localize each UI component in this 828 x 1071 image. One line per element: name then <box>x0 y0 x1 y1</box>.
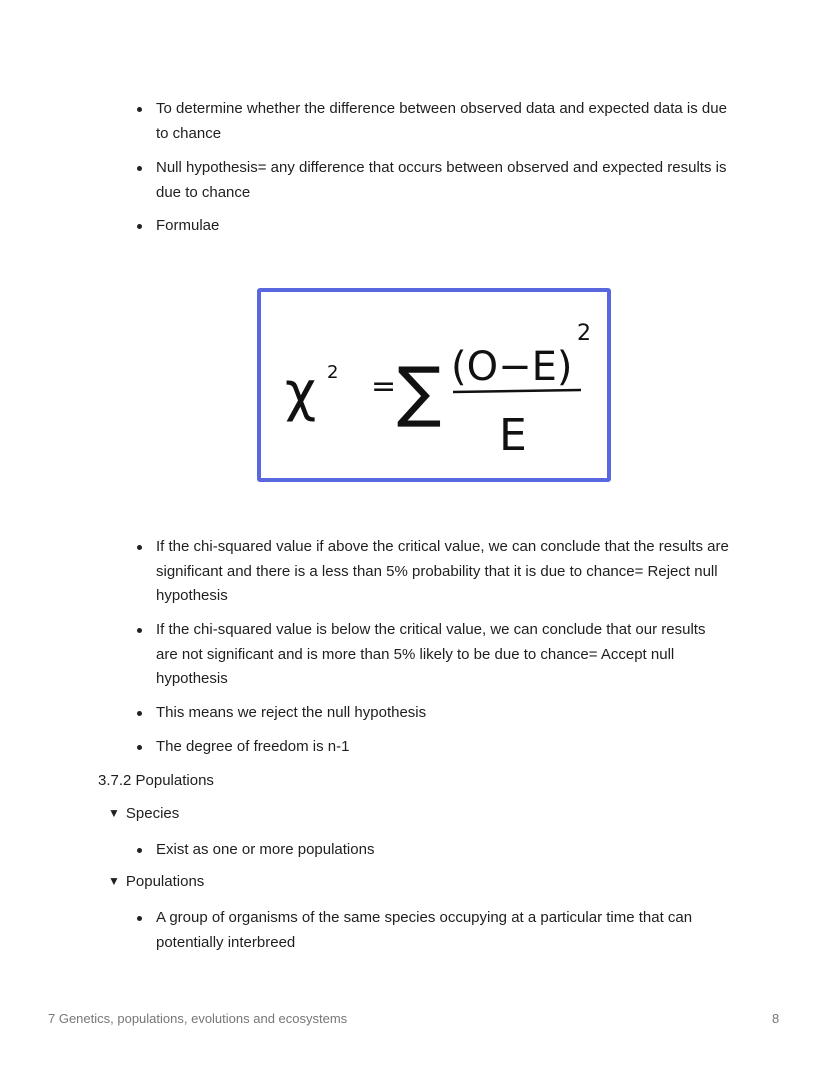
footer-title: 7 Genetics, populations, evolutions and ecosystems <box>48 1011 348 1026</box>
bullet-item <box>140 97 730 146</box>
bullet-item <box>140 838 730 863</box>
bullet-item <box>140 735 730 760</box>
bullet-item <box>140 618 730 692</box>
chi-squared-formula-box <box>257 288 611 482</box>
bullet-text: This means we reject the null hypothesis <box>156 704 427 721</box>
formula-chi-power: 2 <box>327 362 339 383</box>
bullet-text: Exist as one or more populations <box>156 841 375 858</box>
bullet-text: Formulae <box>156 217 220 234</box>
bullet-item <box>140 535 730 609</box>
toggle-label: Species <box>125 805 180 822</box>
toggle-populations[interactable] <box>108 871 204 893</box>
bullet-text: The degree of freedom is n-1 <box>156 738 350 755</box>
bullet-text: If the chi-squared value is below the critical value, we can conclude that our results are not significant and is more than 5% likely to be due to chance= Accept null hypothesis <box>156 621 706 687</box>
formula-numerator: (O−E) <box>451 344 573 390</box>
formula-denominator: E <box>499 410 527 461</box>
section-heading: 3.7.2 Populations <box>98 772 214 789</box>
toggle-species[interactable] <box>108 803 179 825</box>
formula-numerator-power: 2 <box>577 321 591 346</box>
bullet-item <box>140 906 730 955</box>
formula-equals: = <box>371 369 397 404</box>
chi-squared-formula <box>261 292 607 478</box>
bullet-item <box>140 214 730 239</box>
formula-chi: χ <box>285 360 317 423</box>
bullet-item <box>140 701 730 726</box>
formula-fraction-bar <box>453 390 581 392</box>
bullet-text: If the chi-squared value if above the critical value, we can conclude that the results are significant and there is a less than 5% probability that it is due to chance= Reject null hypothesis <box>156 538 729 604</box>
triangle-down-icon[interactable]: ▼ <box>108 806 120 820</box>
bullet-text: Null hypothesis= any difference that occurs between observed and expected results is due to chance <box>156 159 727 201</box>
page-number: 8 <box>772 1011 780 1026</box>
bullet-text: To determine whether the difference between observed data and expected data is due to chance <box>156 100 727 142</box>
bullet-text: A group of organisms of the same species occupying at a particular time that can potentially interbreed <box>156 909 693 951</box>
triangle-down-icon[interactable]: ▼ <box>108 874 120 888</box>
formula-sum: ∑ <box>397 353 442 430</box>
toggle-label: Populations <box>125 873 205 890</box>
bullet-item <box>140 156 730 205</box>
